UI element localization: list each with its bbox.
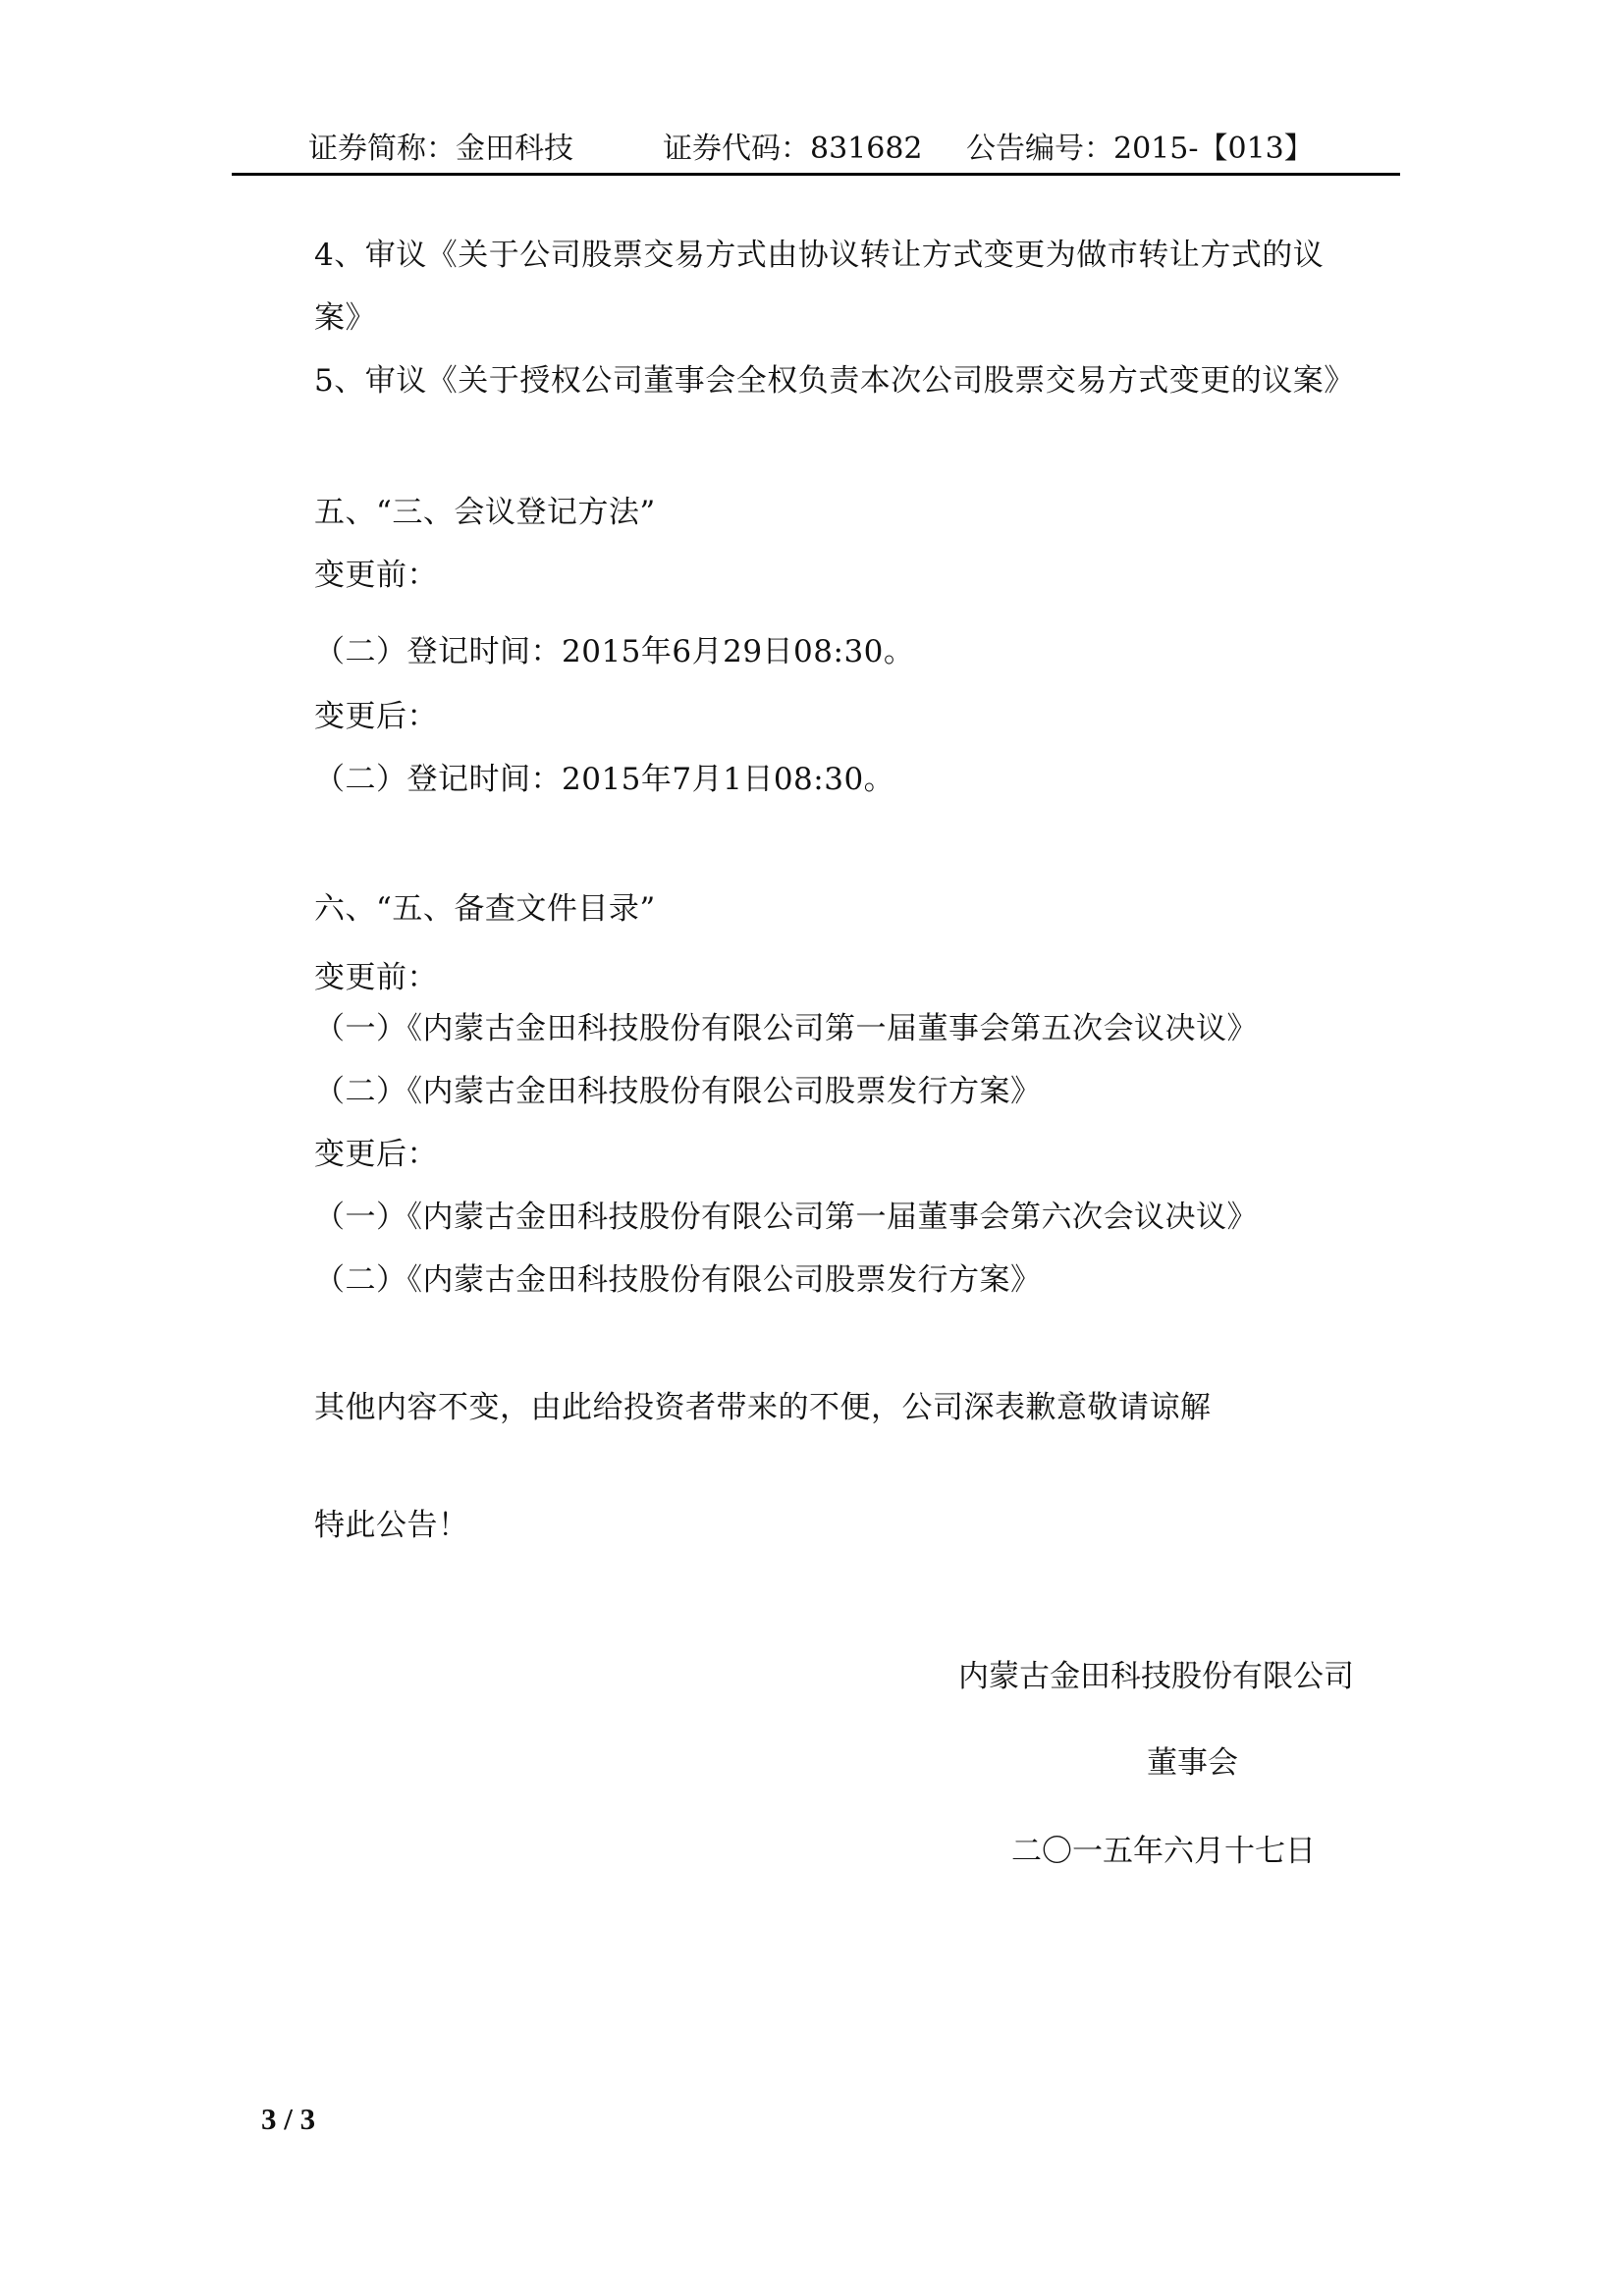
special-notice: 特此公告！ (314, 1508, 469, 1543)
agenda-item-4-line-2: 案》 (314, 300, 376, 336)
header-divider (232, 173, 1400, 176)
signature-date: 二〇一五年六月十七日 (1011, 1834, 1316, 1869)
section-5-before-label: 变更前： (314, 558, 438, 593)
section-5-after-text: （二）登记时间：2015年7月1日08:30。 (314, 762, 895, 797)
section-6-before-label: 变更前： (314, 960, 438, 995)
section-6-before-item-1: （一）《内蒙古金田科技股份有限公司第一届董事会第五次会议决议》 (314, 1011, 1258, 1046)
agenda-item-5: 5、审议《关于授权公司董事会全权负责本次公司股票交易方式变更的议案》 (314, 363, 1355, 399)
security-abbreviation: 证券简称：金田科技 (308, 132, 573, 166)
section-6-after-item-2: （二）《内蒙古金田科技股份有限公司股票发行方案》 (314, 1262, 1042, 1298)
document-header (232, 126, 1400, 173)
section-5-before-text: （二）登记时间：2015年6月29日08:30。 (314, 634, 915, 669)
security-code: 证券代码：831682 (663, 132, 923, 166)
section-6-title: 六、“五、备查文件目录” (314, 891, 656, 927)
section-5-after-label: 变更后： (314, 699, 438, 734)
notice-number: 公告编号：2015-【013】 (966, 132, 1314, 166)
signature-company: 内蒙古金田科技股份有限公司 (958, 1659, 1354, 1694)
closing-text: 其他内容不变，由此给投资者带来的不便，公司深表歉意敬请谅解 (314, 1390, 1212, 1425)
section-6-after-item-1: （一）《内蒙古金田科技股份有限公司第一届董事会第六次会议决议》 (314, 1200, 1258, 1235)
agenda-item-4-line-1: 4、审议《关于公司股票交易方式由协议转让方式变更为做市转让方式的议 (314, 238, 1325, 273)
page-number: 3 / 3 (261, 2102, 316, 2136)
section-6-after-label: 变更后： (314, 1137, 438, 1172)
signature-board: 董事会 (1147, 1745, 1238, 1781)
section-6-before-item-2: （二）《内蒙古金田科技股份有限公司股票发行方案》 (314, 1074, 1042, 1109)
section-5-title: 五、“三、会议登记方法” (314, 495, 656, 530)
